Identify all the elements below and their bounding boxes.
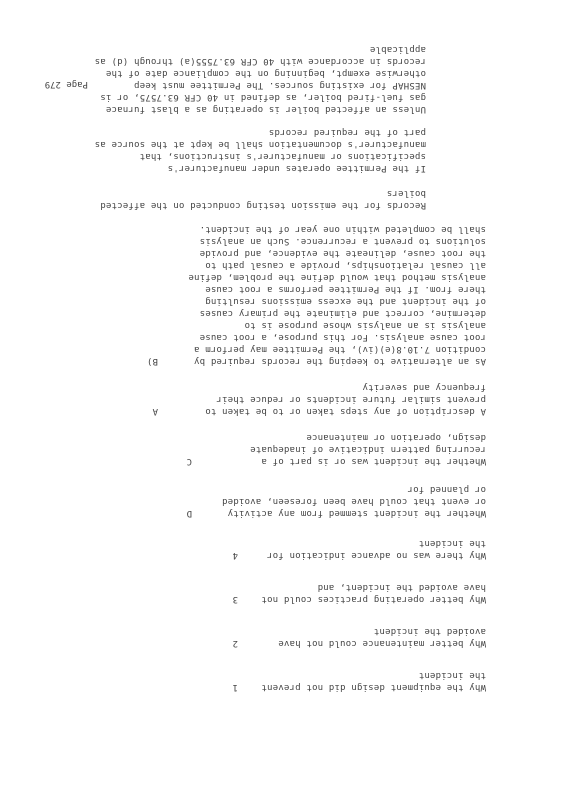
item-2-line-2: avoided the incident xyxy=(373,626,486,636)
mfr-line-2: specifications or manufacturer's instructions, that xyxy=(139,151,426,161)
subitem-d-line-2: or event that could have been foreseen, avoided xyxy=(221,496,486,506)
item-3-line-1: Why better operating practices could not xyxy=(261,594,486,604)
subitem-c-line-3: design, operation or maintenance xyxy=(306,432,486,442)
item-1-number: 1 xyxy=(232,682,238,692)
subitem-c-line-1: Whether the incident was or is part of a xyxy=(261,456,486,466)
item-3-number: 3 xyxy=(232,594,238,604)
para-b-line-4: analysis is an analysis whose purpose is to xyxy=(244,320,486,330)
mfr-line-4: part of the required records xyxy=(268,127,426,137)
item-3-line-2: have avoided the incident, and xyxy=(317,582,486,592)
para-a-line-1: A description of any steps taken or to be taken to xyxy=(205,406,486,416)
para-a-line-3: frequency and severity xyxy=(362,382,486,392)
item-4-line-2: the incident xyxy=(418,538,486,548)
para-b-line-5: determine, correct and eliminate the primary causes xyxy=(199,308,486,318)
gas-line-2: gas fuel-fired boiler, as defined in 40 CFR 63.7575, or is xyxy=(100,92,426,102)
para-b-line-3: root cause analysis. For this purpose, a root cause xyxy=(199,332,486,342)
subitem-c-line-2: recurring pattern indicative of inadequate xyxy=(250,444,486,454)
para-b-line-12: shall be completed within one year of the incident. xyxy=(199,224,486,234)
gas-line-1: Unless an affected boiler is operating as a blast furnace xyxy=(105,104,426,114)
subitem-d-line-1: Whether the incident stemmed from any activity xyxy=(227,508,486,518)
item-2-line-1: Why better maintenance could not have xyxy=(278,638,486,648)
para-b-line-2: condition 7.10.8(e)(iv), the Permittee may perform a xyxy=(193,344,486,354)
para-b-label: B) xyxy=(146,356,158,366)
item-1-line-1: Why the equipment design did not prevent xyxy=(261,682,486,692)
para-b-line-11: solutions to prevent a recurrence. Such an analysis xyxy=(199,236,486,246)
para-b-line-6: of the incident and the excess emissions resulting xyxy=(205,296,486,306)
para-b-line-10: the root cause, delineate the evidence, and provide xyxy=(199,248,486,258)
para-b-line-1: As an alternative to keeping the records required by xyxy=(193,356,486,366)
subitem-d-line-3: or planned for xyxy=(407,484,486,494)
item-1-line-2: the incident xyxy=(418,670,486,680)
gas-line-4: otherwise exempt, beginning on the compliance date of the xyxy=(105,68,426,78)
mfr-line-3: manufacturer's documentation shall be kept at the source as xyxy=(94,139,426,149)
item-2-number: 2 xyxy=(232,638,238,648)
para-a-line-2: prevent similar future incidents or reduce their xyxy=(216,394,486,404)
gas-line-6: applicable xyxy=(369,44,426,54)
para-b-line-9: all causal relationships, provide a causal path to xyxy=(205,260,486,270)
subitem-c-label: C xyxy=(186,456,192,466)
gas-line-5: records in accordance with 40 CFR 63.7555(a) through (d) as xyxy=(94,56,426,66)
item-4-number: 4 xyxy=(232,550,238,560)
gas-line-3: NESHAP for existing sources. The Permittee must keep xyxy=(133,80,426,90)
item-4-line-1: Why there was no advance indication for xyxy=(266,550,486,560)
page-number: Page 279 xyxy=(44,79,88,89)
subitem-d-label: D xyxy=(186,508,192,518)
boilers-line-2: boilers xyxy=(386,188,426,198)
para-b-line-8: analysis method that would define the problem, define xyxy=(188,272,486,282)
boilers-line-1: Records for the emission testing conducted on the affected xyxy=(100,200,426,210)
mfr-line-1: If the Permittee operates under manufacturer's xyxy=(167,163,426,173)
para-b-line-7: there from. If the Permittee performs a root cause xyxy=(205,284,486,294)
para-a-label: A xyxy=(152,406,158,416)
